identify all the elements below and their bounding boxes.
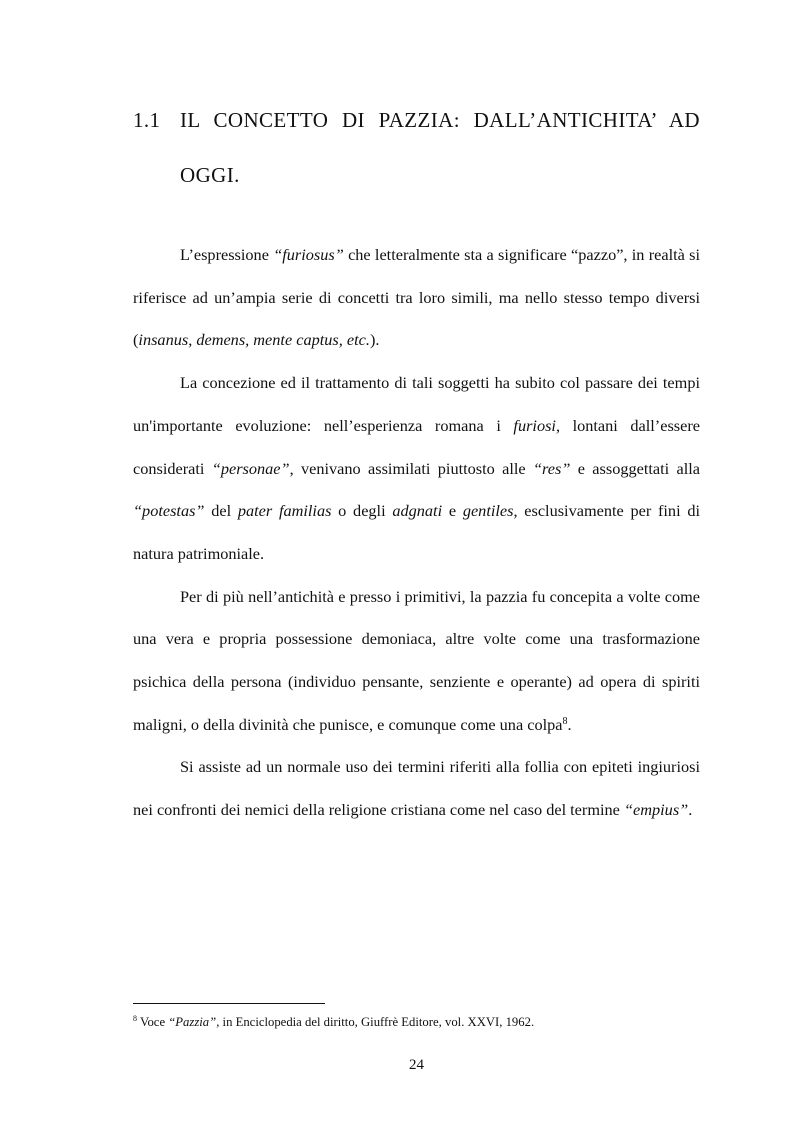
italic-term: adgnati [392, 501, 443, 521]
italic-term: pater familias [237, 501, 332, 521]
italic-term: “empius” [623, 800, 689, 820]
body-text [133, 234, 700, 832]
section-title: IL CONCETTO DI PAZZIA: DALL’ANTICHITA’ AD OGGI. [180, 108, 700, 187]
footnote-marker: 8 [133, 1014, 137, 1023]
italic-term: gentiles [462, 501, 514, 521]
text-run: o degli [331, 501, 393, 521]
paragraph-4 [133, 746, 700, 831]
italic-term: “furiosus” [273, 245, 344, 264]
page-number: 24 [409, 1057, 424, 1073]
footnote [133, 1014, 700, 1030]
text-run: , [188, 330, 197, 350]
italic-term: insanus [138, 330, 189, 350]
italic-term: “potestas” [133, 501, 205, 521]
text-run: La concezione ed il trattamento di tali soggetti ha subito col passare dei tempi un'importante evoluzione: nell’esperienza romana i [133, 373, 700, 435]
italic-term: “Pazzia” [168, 1015, 217, 1029]
text-run: , lontani dall’essere considerati [133, 415, 700, 478]
text-run: e assoggettati alla [570, 458, 701, 478]
text-run: ). [369, 330, 380, 350]
text-run: Voce [137, 1015, 169, 1029]
paragraph-3 [133, 576, 700, 747]
italic-term: “res” [532, 458, 571, 478]
text-run: Si assiste ad un normale uso dei termini riferiti alla follia con epiteti ingiuriosi nei confronti dei nemici della religione cristiana come nel caso del termine [133, 757, 700, 820]
footnote-divider [133, 1003, 325, 1004]
paragraph-1 [133, 234, 700, 362]
text-run: che letteralmente sta a significare “pazzo”, in realtà si riferisce ad un’ampia serie di concetti tra loro simili, ma nello stesso tempo diversi ( [133, 245, 700, 350]
section-heading [133, 93, 700, 203]
section-number: 1.1 [133, 108, 161, 132]
paragraph-2 [133, 362, 700, 576]
text-run: . [567, 714, 572, 734]
text-run: Per di più nell’antichità e presso i primitivi, la pazzia fu concepita a volte come una vera e propria possessione demoniaca, altre volte come una trasformazione psichica della persona (individuo pensante, senziente e operante) ad opera di spiriti maligni, o della divinità che punisce, e comunque come una colpa [133, 586, 700, 734]
text-run: , venivano assimilati piuttosto alle [289, 458, 533, 478]
footnote-reference[interactable]: 8 [562, 715, 568, 727]
text-run: , esclusivamente per fini di natura patrimoniale. [133, 501, 700, 563]
text-run: del [204, 501, 238, 521]
italic-term: furiosi [513, 415, 556, 435]
text-run: , in Enciclopedia del diritto, Giuffrè Editore, vol. XXVI, 1962. [216, 1015, 535, 1029]
text-run: e [442, 501, 463, 521]
text-run: . [688, 800, 693, 820]
italic-term: demens, mente captus, etc. [196, 330, 370, 350]
italic-term: “personae” [211, 458, 290, 478]
text-run: L’espressione [180, 245, 274, 264]
